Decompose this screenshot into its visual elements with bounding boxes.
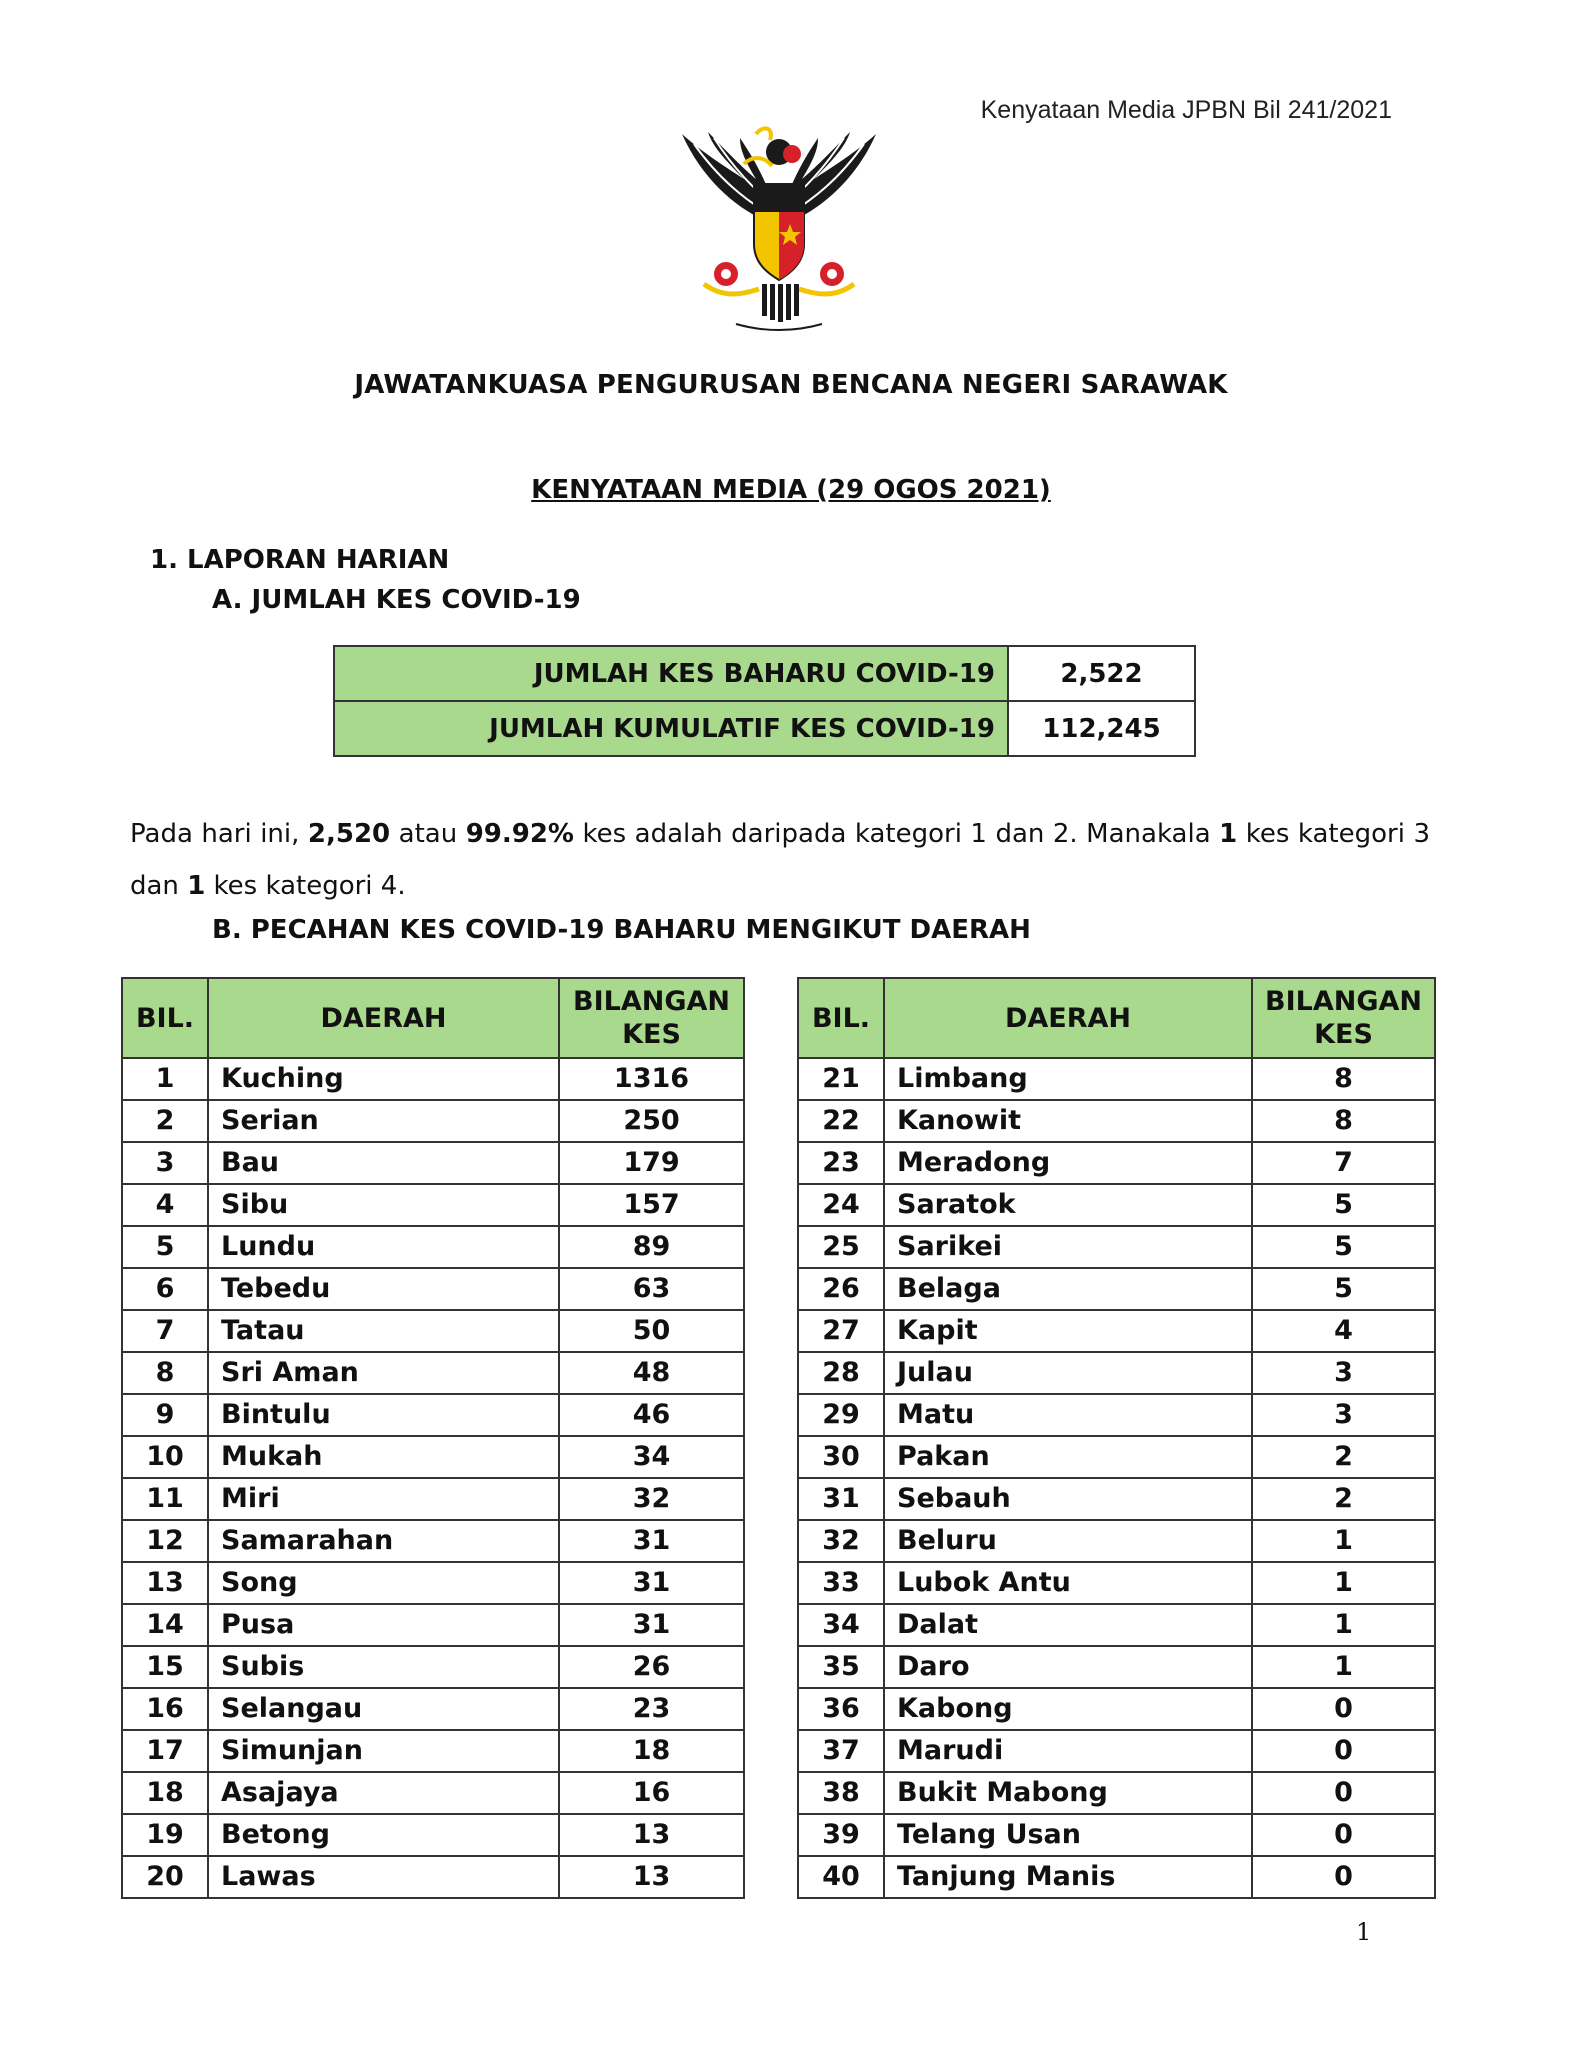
table-row bbox=[122, 1100, 744, 1142]
case-count: 89 bbox=[559, 1226, 744, 1268]
row-number: 38 bbox=[798, 1772, 884, 1814]
row-number: 21 bbox=[798, 1058, 884, 1100]
case-count: 23 bbox=[559, 1688, 744, 1730]
statement-title: KENYATAAN MEDIA (29 OGOS 2021) bbox=[531, 475, 1051, 505]
district-name: Sibu bbox=[208, 1184, 559, 1226]
row-number: 2 bbox=[122, 1100, 208, 1142]
row-number: 34 bbox=[798, 1604, 884, 1646]
table-row bbox=[798, 1856, 1435, 1898]
district-name: Song bbox=[208, 1562, 559, 1604]
table-row bbox=[798, 1142, 1435, 1184]
row-number: 9 bbox=[122, 1394, 208, 1436]
case-count: 1 bbox=[1252, 1562, 1435, 1604]
table-row bbox=[798, 1184, 1435, 1226]
table-row bbox=[798, 1352, 1435, 1394]
case-count: 0 bbox=[1252, 1856, 1435, 1898]
summary-label: JUMLAH KUMULATIF KES COVID-19 bbox=[334, 701, 1008, 756]
row-number: 37 bbox=[798, 1730, 884, 1772]
district-name: Sri Aman bbox=[208, 1352, 559, 1394]
row-number: 11 bbox=[122, 1478, 208, 1520]
row-number: 20 bbox=[122, 1856, 208, 1898]
row-number: 10 bbox=[122, 1436, 208, 1478]
header-kes: KES bbox=[622, 1019, 681, 1050]
table-row bbox=[122, 1268, 744, 1310]
paragraph-text: kes kategori 4. bbox=[205, 871, 406, 901]
case-count: 18 bbox=[559, 1730, 744, 1772]
table-row bbox=[798, 1058, 1435, 1100]
district-name: Betong bbox=[208, 1814, 559, 1856]
district-name: Samarahan bbox=[208, 1520, 559, 1562]
paragraph-text: kes adalah daripada kategori 1 dan 2. Manakala bbox=[573, 819, 1220, 849]
case-count: 0 bbox=[1252, 1814, 1435, 1856]
district-name: Selangau bbox=[208, 1688, 559, 1730]
paragraph-bold: 2,520 bbox=[307, 819, 391, 849]
district-name: Lundu bbox=[208, 1226, 559, 1268]
table-row bbox=[334, 701, 1195, 756]
case-count: 13 bbox=[559, 1814, 744, 1856]
district-name: Miri bbox=[208, 1478, 559, 1520]
row-number: 12 bbox=[122, 1520, 208, 1562]
case-count: 1 bbox=[1252, 1646, 1435, 1688]
case-count: 7 bbox=[1252, 1142, 1435, 1184]
table-row bbox=[798, 1100, 1435, 1142]
header-bilangan-kes bbox=[1252, 978, 1435, 1058]
district-name: Asajaya bbox=[208, 1772, 559, 1814]
table-row bbox=[798, 1478, 1435, 1520]
case-count: 48 bbox=[559, 1352, 744, 1394]
row-number: 6 bbox=[122, 1268, 208, 1310]
paragraph-bold: 99.92% bbox=[465, 819, 574, 849]
row-number: 18 bbox=[122, 1772, 208, 1814]
header-daerah: DAERAH bbox=[884, 978, 1252, 1058]
row-number: 29 bbox=[798, 1394, 884, 1436]
district-table-right bbox=[797, 977, 1436, 1899]
case-count: 250 bbox=[559, 1100, 744, 1142]
row-number: 17 bbox=[122, 1730, 208, 1772]
case-count: 8 bbox=[1252, 1058, 1435, 1100]
section-heading: 1. LAPORAN HARIAN bbox=[150, 545, 450, 575]
district-name: Julau bbox=[884, 1352, 1252, 1394]
table-row bbox=[798, 1772, 1435, 1814]
row-number: 5 bbox=[122, 1226, 208, 1268]
table-row bbox=[798, 1226, 1435, 1268]
district-name: Kabong bbox=[884, 1688, 1252, 1730]
table-row bbox=[122, 1562, 744, 1604]
subsection-a-heading: A. JUMLAH KES COVID-19 bbox=[212, 585, 581, 615]
table-row bbox=[122, 1730, 744, 1772]
table-header-row bbox=[798, 978, 1435, 1058]
reference-number: Kenyataan Media JPBN Bil 241/2021 bbox=[980, 96, 1392, 124]
row-number: 36 bbox=[798, 1688, 884, 1730]
row-number: 27 bbox=[798, 1310, 884, 1352]
paragraph-text: Pada hari ini, bbox=[130, 819, 308, 849]
district-name: Meradong bbox=[884, 1142, 1252, 1184]
row-number: 35 bbox=[798, 1646, 884, 1688]
case-count: 26 bbox=[559, 1646, 744, 1688]
case-count: 0 bbox=[1252, 1688, 1435, 1730]
row-number: 14 bbox=[122, 1604, 208, 1646]
case-count: 5 bbox=[1252, 1226, 1435, 1268]
district-name: Dalat bbox=[884, 1604, 1252, 1646]
table-row bbox=[798, 1394, 1435, 1436]
case-count: 32 bbox=[559, 1478, 744, 1520]
case-count: 1 bbox=[1252, 1520, 1435, 1562]
paragraph-text: kes kategori 3 dan bbox=[130, 819, 1430, 901]
table-body bbox=[122, 1058, 744, 1898]
table-row bbox=[798, 1730, 1435, 1772]
row-number: 40 bbox=[798, 1856, 884, 1898]
page-number: 1 bbox=[1356, 1918, 1372, 1946]
table-row bbox=[122, 1184, 744, 1226]
sarawak-crest-icon bbox=[674, 124, 884, 336]
table-header-row bbox=[122, 978, 744, 1058]
row-number: 24 bbox=[798, 1184, 884, 1226]
case-count: 16 bbox=[559, 1772, 744, 1814]
district-name: Marudi bbox=[884, 1730, 1252, 1772]
district-name: Belaga bbox=[884, 1268, 1252, 1310]
table-row bbox=[798, 1814, 1435, 1856]
table-row bbox=[122, 1646, 744, 1688]
table-row bbox=[798, 1604, 1435, 1646]
district-name: Kapit bbox=[884, 1310, 1252, 1352]
district-name: Sebauh bbox=[884, 1478, 1252, 1520]
table-row bbox=[798, 1562, 1435, 1604]
table-row bbox=[798, 1436, 1435, 1478]
case-count: 63 bbox=[559, 1268, 744, 1310]
district-name: Bau bbox=[208, 1142, 559, 1184]
header-bil: BIL. bbox=[122, 978, 208, 1058]
district-name: Limbang bbox=[884, 1058, 1252, 1100]
table-row bbox=[122, 1058, 744, 1100]
case-count: 50 bbox=[559, 1310, 744, 1352]
district-name: Sarikei bbox=[884, 1226, 1252, 1268]
row-number: 39 bbox=[798, 1814, 884, 1856]
table-row bbox=[798, 1688, 1435, 1730]
table-row bbox=[122, 1772, 744, 1814]
row-number: 28 bbox=[798, 1352, 884, 1394]
case-count: 179 bbox=[559, 1142, 744, 1184]
district-name: Subis bbox=[208, 1646, 559, 1688]
row-number: 25 bbox=[798, 1226, 884, 1268]
table-row bbox=[122, 1352, 744, 1394]
district-name: Telang Usan bbox=[884, 1814, 1252, 1856]
table-row bbox=[798, 1646, 1435, 1688]
case-count: 3 bbox=[1252, 1394, 1435, 1436]
case-count: 3 bbox=[1252, 1352, 1435, 1394]
row-number: 8 bbox=[122, 1352, 208, 1394]
summary-value: 112,245 bbox=[1008, 701, 1195, 756]
case-count: 13 bbox=[559, 1856, 744, 1898]
row-number: 22 bbox=[798, 1100, 884, 1142]
district-name: Tatau bbox=[208, 1310, 559, 1352]
table-row bbox=[122, 1520, 744, 1562]
district-name: Saratok bbox=[884, 1184, 1252, 1226]
table-row bbox=[798, 1310, 1435, 1352]
district-name: Kanowit bbox=[884, 1100, 1252, 1142]
row-number: 26 bbox=[798, 1268, 884, 1310]
paragraph-text: atau bbox=[390, 819, 466, 849]
summary-table bbox=[333, 645, 1196, 757]
table-row bbox=[334, 646, 1195, 701]
district-name: Beluru bbox=[884, 1520, 1252, 1562]
table-row bbox=[122, 1478, 744, 1520]
row-number: 33 bbox=[798, 1562, 884, 1604]
district-name: Serian bbox=[208, 1100, 559, 1142]
case-count: 157 bbox=[559, 1184, 744, 1226]
case-count: 4 bbox=[1252, 1310, 1435, 1352]
row-number: 7 bbox=[122, 1310, 208, 1352]
district-name: Pakan bbox=[884, 1436, 1252, 1478]
case-count: 0 bbox=[1252, 1730, 1435, 1772]
header-bilangan: BILANGAN bbox=[1265, 986, 1422, 1017]
case-count: 5 bbox=[1252, 1268, 1435, 1310]
table-row bbox=[122, 1856, 744, 1898]
paragraph-bold: 1 bbox=[1219, 819, 1238, 849]
district-name: Kuching bbox=[208, 1058, 559, 1100]
header-bilangan: BILANGAN bbox=[573, 986, 730, 1017]
subsection-b-heading: B. PECAHAN KES COVID-19 BAHARU MENGIKUT DAERAH bbox=[212, 915, 1031, 945]
case-count: 46 bbox=[559, 1394, 744, 1436]
table-row bbox=[122, 1226, 744, 1268]
row-number: 23 bbox=[798, 1142, 884, 1184]
row-number: 4 bbox=[122, 1184, 208, 1226]
district-name: Simunjan bbox=[208, 1730, 559, 1772]
district-name: Bukit Mabong bbox=[884, 1772, 1252, 1814]
district-table-left bbox=[121, 977, 745, 1899]
table-row bbox=[122, 1310, 744, 1352]
case-count: 34 bbox=[559, 1436, 744, 1478]
table-body bbox=[798, 1058, 1435, 1898]
row-number: 30 bbox=[798, 1436, 884, 1478]
district-name: Pusa bbox=[208, 1604, 559, 1646]
district-name: Lawas bbox=[208, 1856, 559, 1898]
row-number: 1 bbox=[122, 1058, 208, 1100]
row-number: 31 bbox=[798, 1478, 884, 1520]
case-count: 1316 bbox=[559, 1058, 744, 1100]
district-name: Tanjung Manis bbox=[884, 1856, 1252, 1898]
table-row bbox=[122, 1604, 744, 1646]
row-number: 13 bbox=[122, 1562, 208, 1604]
case-count: 8 bbox=[1252, 1100, 1435, 1142]
case-count: 31 bbox=[559, 1562, 744, 1604]
header-daerah: DAERAH bbox=[208, 978, 559, 1058]
summary-value: 2,522 bbox=[1008, 646, 1195, 701]
district-name: Bintulu bbox=[208, 1394, 559, 1436]
case-count: 31 bbox=[559, 1604, 744, 1646]
case-count: 31 bbox=[559, 1520, 744, 1562]
district-name: Mukah bbox=[208, 1436, 559, 1478]
table-row bbox=[798, 1520, 1435, 1562]
header-kes: KES bbox=[1314, 1019, 1373, 1050]
district-name: Matu bbox=[884, 1394, 1252, 1436]
row-number: 3 bbox=[122, 1142, 208, 1184]
table-row bbox=[122, 1814, 744, 1856]
summary-label: JUMLAH KES BAHARU COVID-19 bbox=[334, 646, 1008, 701]
table-row bbox=[798, 1268, 1435, 1310]
row-number: 19 bbox=[122, 1814, 208, 1856]
category-paragraph bbox=[130, 808, 1430, 912]
paragraph-bold: 1 bbox=[187, 871, 206, 901]
row-number: 15 bbox=[122, 1646, 208, 1688]
header-bilangan-kes bbox=[559, 978, 744, 1058]
case-count: 2 bbox=[1252, 1436, 1435, 1478]
table-row bbox=[122, 1436, 744, 1478]
table-row bbox=[122, 1688, 744, 1730]
case-count: 1 bbox=[1252, 1604, 1435, 1646]
district-name: Lubok Antu bbox=[884, 1562, 1252, 1604]
case-count: 0 bbox=[1252, 1772, 1435, 1814]
case-count: 5 bbox=[1252, 1184, 1435, 1226]
table-row bbox=[122, 1142, 744, 1184]
row-number: 32 bbox=[798, 1520, 884, 1562]
header-bil: BIL. bbox=[798, 978, 884, 1058]
case-count: 2 bbox=[1252, 1478, 1435, 1520]
organization-title: JAWATANKUASA PENGURUSAN BENCANA NEGERI SARAWAK bbox=[354, 370, 1228, 400]
table-row bbox=[122, 1394, 744, 1436]
row-number: 16 bbox=[122, 1688, 208, 1730]
district-name: Daro bbox=[884, 1646, 1252, 1688]
district-name: Tebedu bbox=[208, 1268, 559, 1310]
